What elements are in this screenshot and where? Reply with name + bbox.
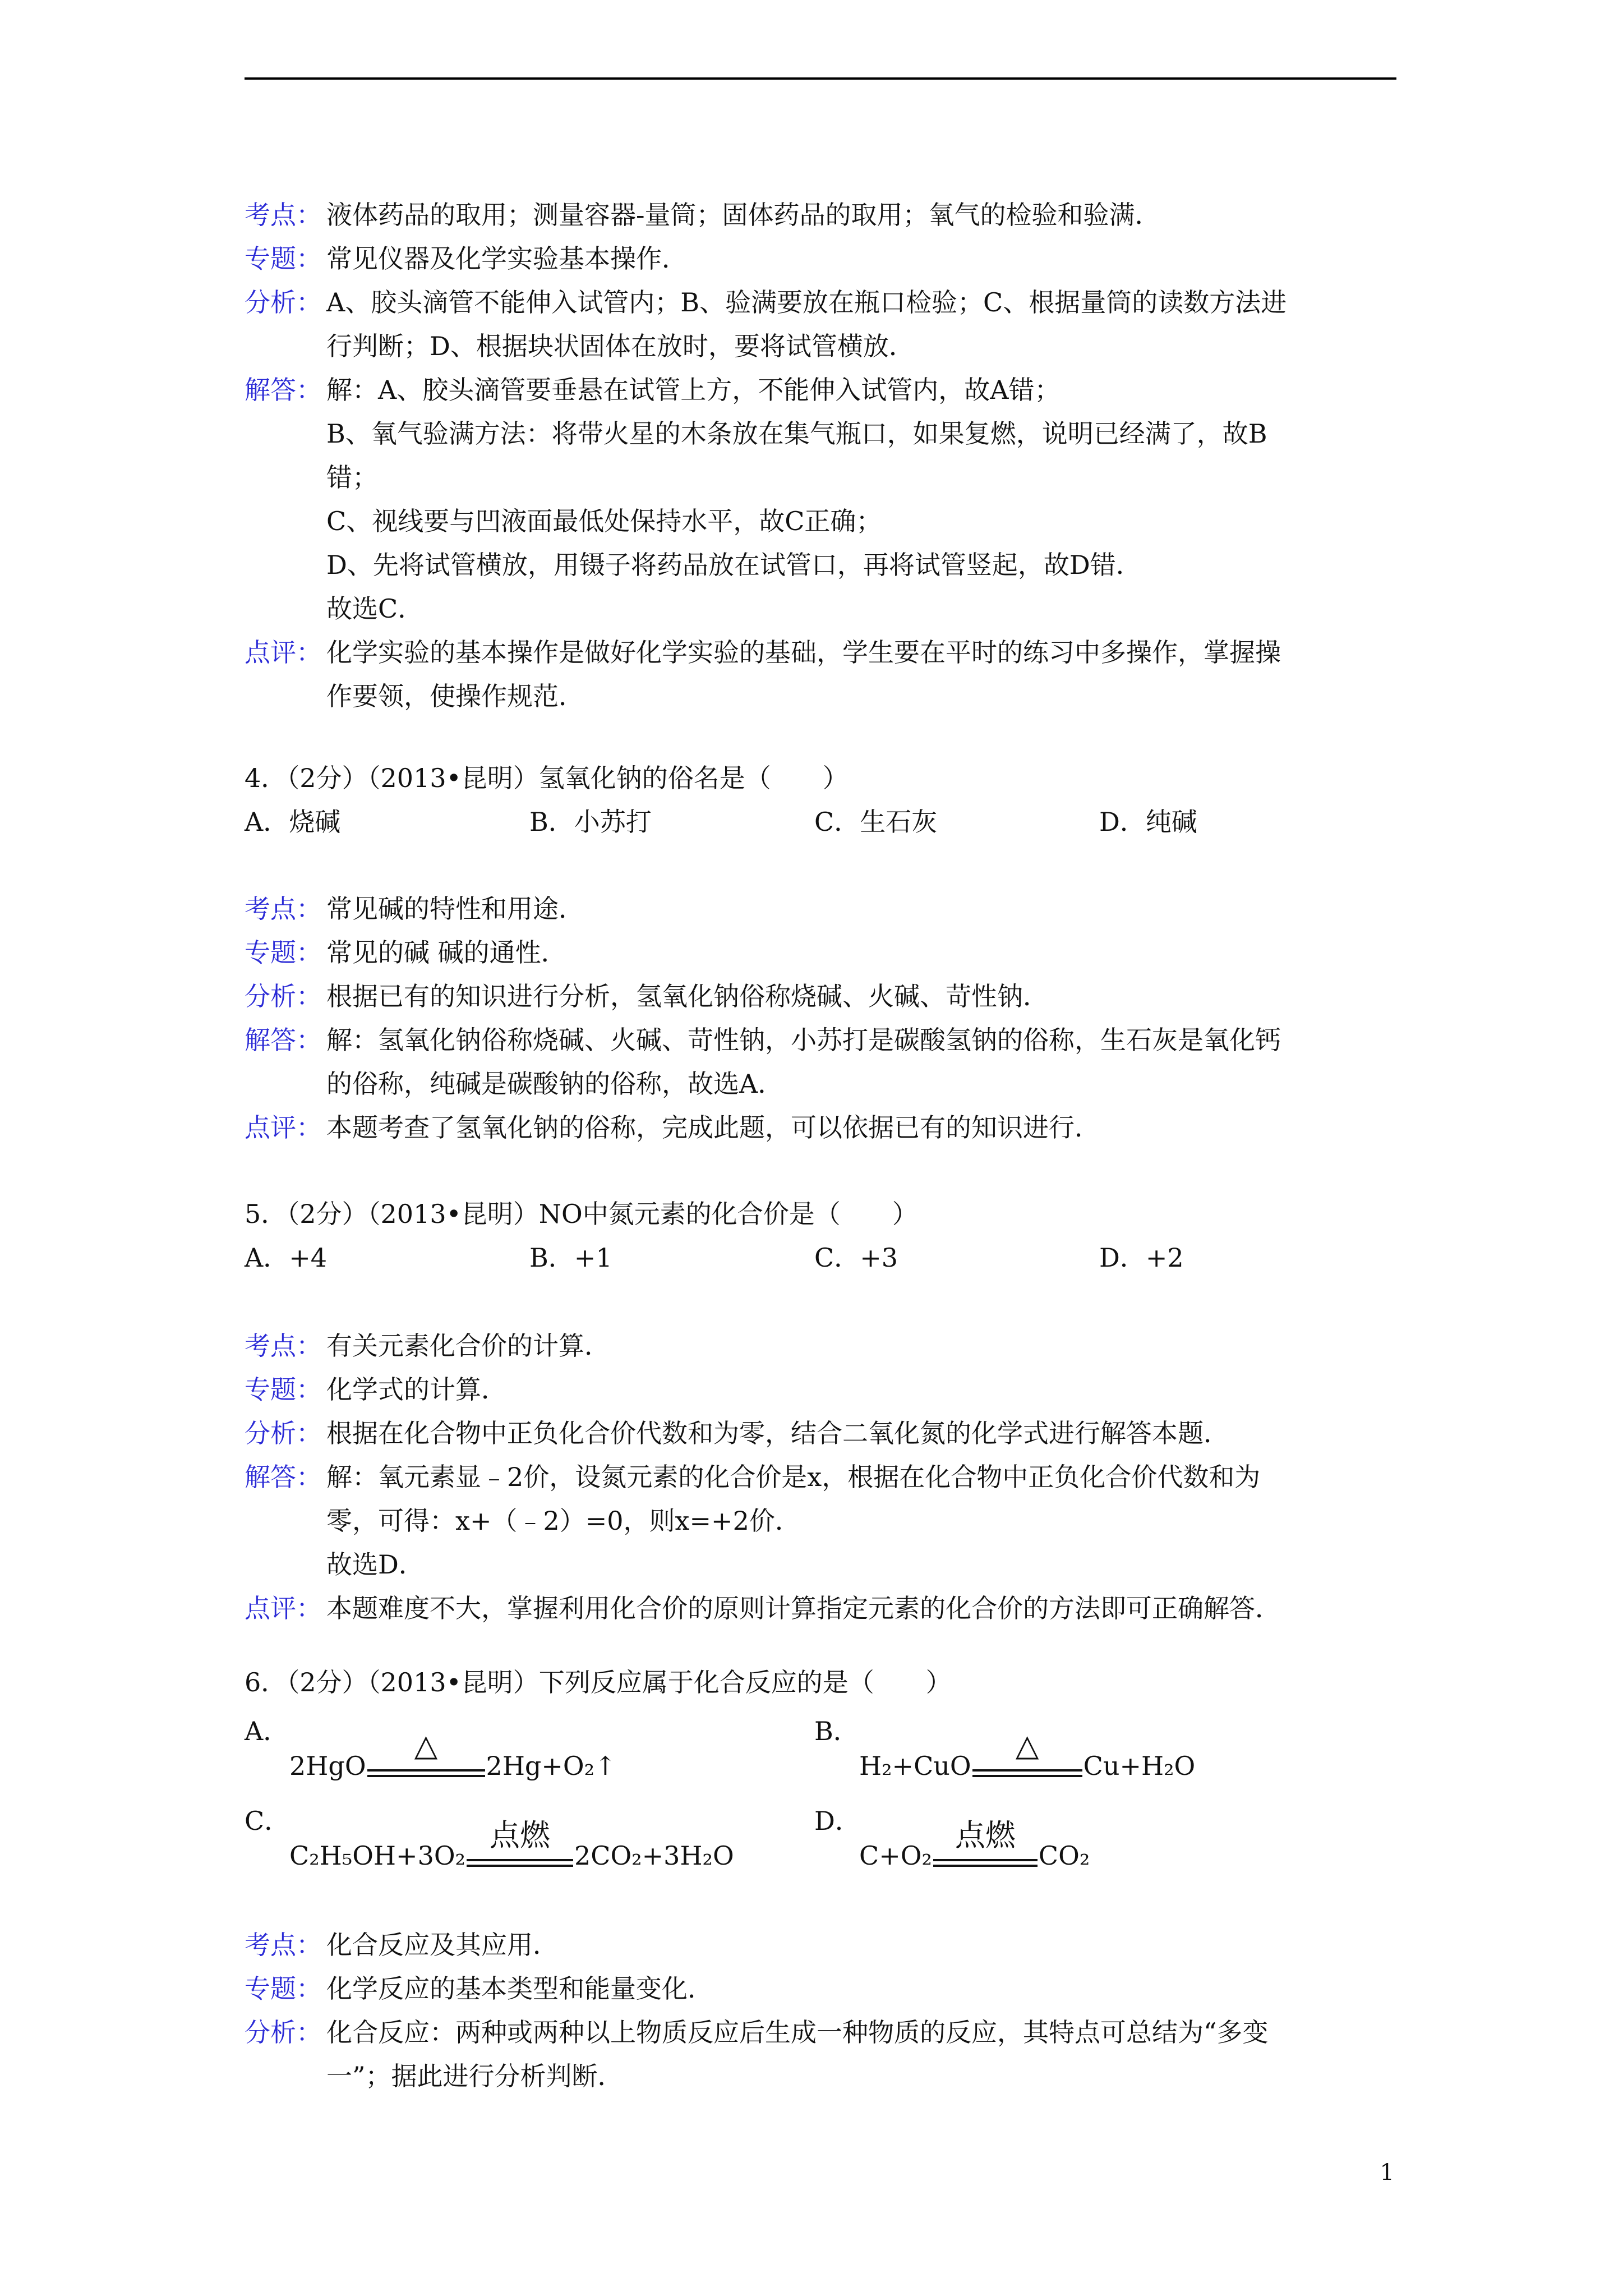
equation-c: C₂H₅OH+3O₂ 点燃 2CO₂+3H₂O [289, 1801, 734, 1885]
label-dianping: 点评： [245, 637, 322, 668]
q5-option-c: C．+3 [814, 1243, 898, 1273]
reaction-condition: △ [367, 1728, 485, 1795]
q3-analysis [245, 193, 1405, 718]
q3-fenxi: 分析： A、胶头滴管不能伸入试管内；B、验满要放在瓶口检验；C、根据量筒的读数方法进 行判断；D、根据块状固体在放时，要将试管横放． [245, 280, 1405, 368]
double-line [467, 1859, 573, 1867]
label-jieda: 解答： [245, 1462, 322, 1492]
label-fenxi: 分析： [245, 981, 322, 1011]
q6-options-row-2: C． C₂H₅OH+3O₂ 点燃 2CO₂+3H₂O D． C+O₂ 点燃 CO₂ [245, 1801, 1405, 1885]
label-fenxi: 分析： [245, 1418, 322, 1448]
q6-analysis: 考点： 化合反应及其应用． 专题： 化学反应的基本类型和能量变化． 分析： 化合反应：两种或两种以上物质反应后生成一种物质的反应，其特点可总结为“多变 一”；据此进行分析判断． [245, 1923, 1405, 2098]
q4-option-a: A．烧碱 [245, 807, 341, 837]
q5-option-d: D．+2 [1099, 1243, 1184, 1273]
reaction-condition: 点燃 [467, 1818, 573, 1885]
q5-option-a: A．+4 [245, 1243, 328, 1273]
reaction-condition: 点燃 [933, 1818, 1038, 1885]
label-dianping: 点评： [245, 1593, 322, 1623]
label-fenxi: 分析： [245, 2017, 322, 2047]
q6-options-row-1: A． 2HgO △ 2Hg+O₂↑ B． H₂+CuO △ Cu+H₂O [245, 1711, 1405, 1795]
label-kaodian: 考点： [245, 1930, 322, 1960]
q4-text: 4．（2分）（2013•昆明）氢氧化钠的俗名是（ ） [245, 763, 849, 793]
q3-zhuanti: 专题： 常见仪器及化学实验基本操作． [245, 237, 1405, 280]
double-line [367, 1769, 485, 1777]
q6-text: 6．（2分）（2013•昆明）下列反应属于化合反应的是（ ） [245, 1667, 952, 1697]
q5-text: 5．（2分）（2013•昆明）NO中氮元素的化合价是（ ） [245, 1199, 918, 1229]
q5-analysis: 考点： 有关元素化合价的计算． 专题： 化学式的计算． 分析： 根据在化合物中正负化合价代数和为零，结合二氧化氮的化学式进行解答本题． 解答： 解：氧元素显﹣2价，设氮元素的化合价是x，根据在化合物中正负化合价代数和为 零，可得：x+（﹣2）=0，则x=+2价． 故选D． 点评： 本题难度不大，掌握利用化合价的原则计算指定元素的化合价的方法即可正确解答． [245, 1324, 1405, 1630]
q5-option-b: B．+1 [529, 1243, 612, 1273]
label-dianping: 点评： [245, 1112, 322, 1143]
q5-options [245, 1236, 1405, 1280]
label-zhuanti: 专题： [245, 243, 322, 274]
label-fenxi: 分析： [245, 287, 322, 318]
q4-option-b: B．小苏打 [529, 807, 652, 837]
label-jieda: 解答： [245, 1025, 322, 1055]
header-rule [245, 77, 1396, 80]
equation-b: H₂+CuO △ Cu+H₂O [859, 1711, 1195, 1795]
equation-a: 2HgO △ 2Hg+O₂↑ [289, 1711, 616, 1795]
label-kaodian: 考点： [245, 200, 322, 230]
label-zhuanti: 专题： [245, 1374, 322, 1405]
label-zhuanti: 专题： [245, 1973, 322, 2004]
q4-option-c: C．生石灰 [814, 807, 938, 837]
equation-d: C+O₂ 点燃 CO₂ [859, 1801, 1090, 1885]
q4-analysis: 考点： 常见碱的特性和用途． 专题： 常见的碱 碱的通性． 分析： 根据已有的知识进行分析，氢氧化钠俗称烧碱、火碱、苛性钠． 解答： 解：氢氧化钠俗称烧碱、火碱、苛性钠，小苏打是碳酸氢钠的俗称，生石灰是氧化钙 的俗称，纯碱是碳酸钠的俗称，故选A． 点评： 本题考查了氢氧化钠的俗称，完成此题，可以依据已有的知识进行． [245, 887, 1405, 1149]
question-4 [245, 756, 1405, 844]
reaction-condition: △ [972, 1728, 1082, 1795]
q4-options [245, 800, 1405, 844]
page-number: 1 [1380, 2160, 1394, 2185]
label-kaodian: 考点： [245, 1331, 322, 1361]
label-jieda: 解答： [245, 375, 322, 405]
question-6 [245, 1660, 1405, 1704]
label-kaodian: 考点： [245, 894, 322, 924]
question-5 [245, 1192, 1405, 1280]
double-line [933, 1859, 1038, 1867]
q3-kaodian: 考点： 液体药品的取用；测量容器-量筒；固体药品的取用；氧气的检验和验满． [245, 193, 1405, 237]
double-line [972, 1769, 1082, 1777]
q3-jieda: 解答： 解：A、胶头滴管要垂悬在试管上方，不能伸入试管内，故A错； B、氧气验满方法：将带火星的木条放在集气瓶口，如果复燃，说明已经满了，故B 错； C、视线要与凹液面最低处保持水平，故C正确； D、先将试管横放，用镊子将药品放在试管口，再将试管竖起，故D错． 故选C． [245, 368, 1405, 631]
q3-dianping: 点评： 化学实验的基本操作是做好化学实验的基础，学生要在平时的练习中多操作，掌握操 作要领，使操作规范． [245, 631, 1405, 718]
q4-option-d: D．纯碱 [1099, 807, 1197, 837]
label-zhuanti: 专题： [245, 937, 322, 968]
